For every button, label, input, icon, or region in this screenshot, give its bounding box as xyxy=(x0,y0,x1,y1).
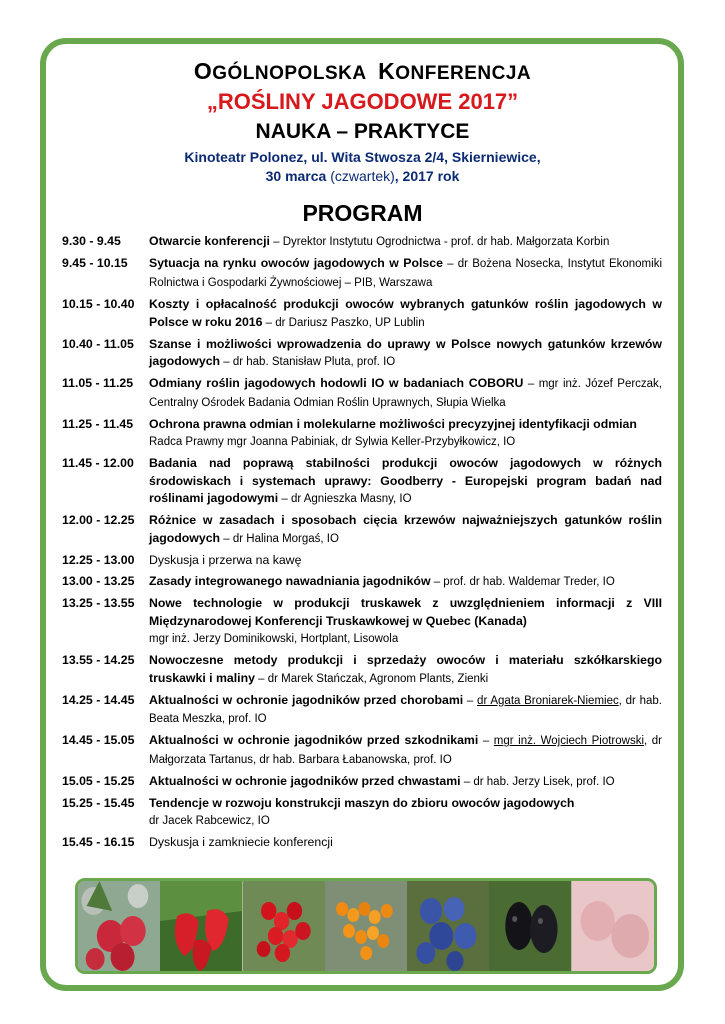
session-content xyxy=(149,552,662,570)
schedule-row xyxy=(62,233,662,252)
session-presenter: dr Agata Broniarek-Niemiec xyxy=(477,694,619,707)
schedule-row xyxy=(62,512,662,549)
session-title: Odmiany roślin jagodowych hodowli IO w badaniach COBORU xyxy=(149,376,524,391)
venue: Kinoteatr Polonez, ul. Wita Stwosza 2/4, Skierniewice, xyxy=(184,149,541,165)
session-title: Nowoczesne metody produkcji i sprzedaży owoców i materiału szkółkarskiego truskawki i maliny xyxy=(149,652,662,685)
session-content xyxy=(149,732,662,770)
schedule-row xyxy=(62,255,662,293)
session-title: Badania nad poprawą stabilności produkcji owoców jagodowych w różnych środowiskach i systemach uprawy: Goodberry - Europejski program badań nad roślinami jagodowymi xyxy=(149,455,662,506)
schedule-row xyxy=(62,732,662,770)
session-time: 12.00 - 12.25 xyxy=(62,513,135,528)
schedule-row xyxy=(62,795,662,831)
session-time: 14.25 - 14.45 xyxy=(62,692,135,707)
session-title: Szanse i możliwości wprowadzenia do uprawy w Polsce nowych gatunków krzewów jagodowych xyxy=(149,336,662,369)
session-content xyxy=(149,375,662,413)
session-dash: – xyxy=(463,694,478,707)
session-content xyxy=(149,795,662,831)
schedule-row xyxy=(62,573,662,592)
session-speakers: – dr Marek Stańczak, Agronom Plants, Zienki xyxy=(254,672,489,685)
session-title: Ochrona prawna odmian i molekularne możliwości precyzyjnej identyfikacji odmian xyxy=(149,417,637,432)
session-speakers: – prof. dr hab. Waldemar Treder, IO xyxy=(430,576,615,589)
session-time: 13.55 - 14.25 xyxy=(62,652,135,667)
schedule-row xyxy=(62,455,662,509)
session-plain: Dyskusja i zamkniecie konferencji xyxy=(149,834,333,849)
session-time: 11.05 - 11.25 xyxy=(62,376,134,391)
session-time: 9.30 - 9.45 xyxy=(62,234,121,248)
session-title: Otwarcie konferencji xyxy=(149,234,270,248)
session-time: 14.45 - 15.05 xyxy=(62,733,135,748)
session-content xyxy=(149,595,662,648)
blueberry-photo xyxy=(407,881,489,971)
session-speakers: Radca Prawny mgr Joanna Pabiniak, dr Sylwia Keller-Przybyłkowicz, IO xyxy=(149,435,516,448)
session-content xyxy=(149,416,662,452)
session-speakers: – dr Agnieszka Masny, IO xyxy=(278,493,412,506)
conference-title: „ROŚLINY JAGODOWE 2017” xyxy=(206,89,519,114)
redcurrant-photo xyxy=(243,881,325,971)
schedule-row xyxy=(62,296,662,333)
session-content xyxy=(149,233,662,252)
schedule xyxy=(62,233,662,855)
session-speakers: – dr hab. Stanisław Pluta, prof. IO xyxy=(220,356,396,369)
session-plain: Dyskusja i przerwa na kawę xyxy=(149,553,302,568)
session-time: 12.25 - 13.00 xyxy=(62,553,135,568)
session-content xyxy=(149,455,662,509)
schedule-row xyxy=(62,692,662,730)
session-time: 15.05 - 15.25 xyxy=(62,774,135,789)
date: 30 marca (czwartek), 2017 rok xyxy=(265,168,460,184)
session-time: 9.45 - 10.15 xyxy=(62,255,128,270)
session-dash: – xyxy=(478,735,494,748)
raspberry-photo xyxy=(78,881,160,971)
session-content xyxy=(149,834,662,852)
session-speakers: – mgr inż. Józef Perczak, Centralny Ośrodek Badania Odmian Roślin Uprawnych, Słupia Wielka xyxy=(149,378,663,410)
session-content xyxy=(149,336,662,373)
fruit-photo-strip xyxy=(75,878,657,974)
session-title: Koszty i opłacalność produkcji owoców wybranych gatunków roślin jagodowych w Polsce w roku 2016 xyxy=(149,296,662,329)
session-speakers: – dr hab. Jerzy Lisek, prof. IO xyxy=(460,776,615,789)
session-speakers: , dr Małgorzata Tartanus, dr hab. Barbara Łabanowska, prof. IO xyxy=(149,735,662,767)
schedule-row xyxy=(62,552,662,570)
session-speakers: – dr Bożena Nosecka, Instytut Ekonomiki Rolnictwa i Gospodarki Żywnościowej – PIB, Warszawa xyxy=(149,257,662,289)
sea-buckthorn-photo xyxy=(325,881,407,971)
program-heading: PROGRAM xyxy=(302,200,423,226)
schedule-row xyxy=(62,375,662,413)
conference-label: OGÓLNOPOLSKA KONFERENCJA xyxy=(193,58,532,84)
session-speakers: dr Jacek Rabcewicz, IO xyxy=(149,814,270,827)
session-content xyxy=(149,296,662,333)
session-content xyxy=(149,773,662,792)
session-title: Aktualności w ochronie jagodników przed chorobami xyxy=(149,692,464,707)
session-time: 11.25 - 11.45 xyxy=(62,417,134,432)
session-time: 11.45 - 12.00 xyxy=(62,455,134,470)
session-title: Zasady integrowanego nawadniania jagodników xyxy=(149,574,431,589)
schedule-row xyxy=(62,652,662,689)
session-title: Tendencje w rozwoju konstrukcji maszyn do zbioru owoców jagodowych xyxy=(149,796,575,811)
faded-strawberry-photo xyxy=(572,881,654,971)
session-content xyxy=(149,692,662,730)
schedule-row xyxy=(62,416,662,452)
header xyxy=(0,58,725,184)
session-title: Aktualności w ochronie jagodników przed szkodnikami xyxy=(149,733,479,748)
session-speakers: mgr inż. Jerzy Dominikowski, Hortplant, Lisowola xyxy=(149,632,399,645)
schedule-row xyxy=(62,595,662,648)
blackberry-photo xyxy=(489,881,571,971)
session-content xyxy=(149,512,662,549)
session-speakers: – dr Dariusz Paszko, UP Lublin xyxy=(262,316,425,329)
session-time: 13.00 - 13.25 xyxy=(62,574,135,589)
session-content xyxy=(149,573,662,592)
session-time: 15.45 - 16.15 xyxy=(62,834,135,849)
session-title: Aktualności w ochronie jagodników przed chwastami xyxy=(149,774,461,789)
strawberry-photo xyxy=(160,881,242,971)
session-speakers: – Dyrektor Instytutu Ogrodnictwa - prof. dr hab. Małgorzata Korbin xyxy=(269,236,610,248)
session-speakers: , dr hab. Beata Meszka, prof. IO xyxy=(149,694,662,726)
conference-subtitle: NAUKA – PRAKTYCE xyxy=(255,120,470,143)
session-content xyxy=(149,652,662,689)
session-time: 15.25 - 15.45 xyxy=(62,796,135,811)
schedule-row xyxy=(62,336,662,373)
session-time: 13.25 - 13.55 xyxy=(62,596,135,611)
session-time: 10.40 - 11.05 xyxy=(62,336,134,351)
session-title: Różnice w zasadach i sposobach cięcia krzewów najważniejszych gatunków roślin jagodowych xyxy=(149,513,662,546)
session-content xyxy=(149,255,662,293)
session-time: 10.15 - 10.40 xyxy=(62,296,135,311)
session-presenter: mgr inż. Wojciech Piotrowski xyxy=(493,735,644,748)
session-title: Sytuacja na rynku owoców jagodowych w Polsce xyxy=(149,255,443,270)
session-title: Nowe technologie w produkcji truskawek z uwzględnieniem informacji z VIII Międzynarodowej Konferencji Truskawkowej w Quebec (Kanada) xyxy=(149,596,662,629)
schedule-row xyxy=(62,834,662,852)
schedule-row xyxy=(62,773,662,792)
session-speakers: – dr Halina Morgaś, IO xyxy=(220,533,339,546)
